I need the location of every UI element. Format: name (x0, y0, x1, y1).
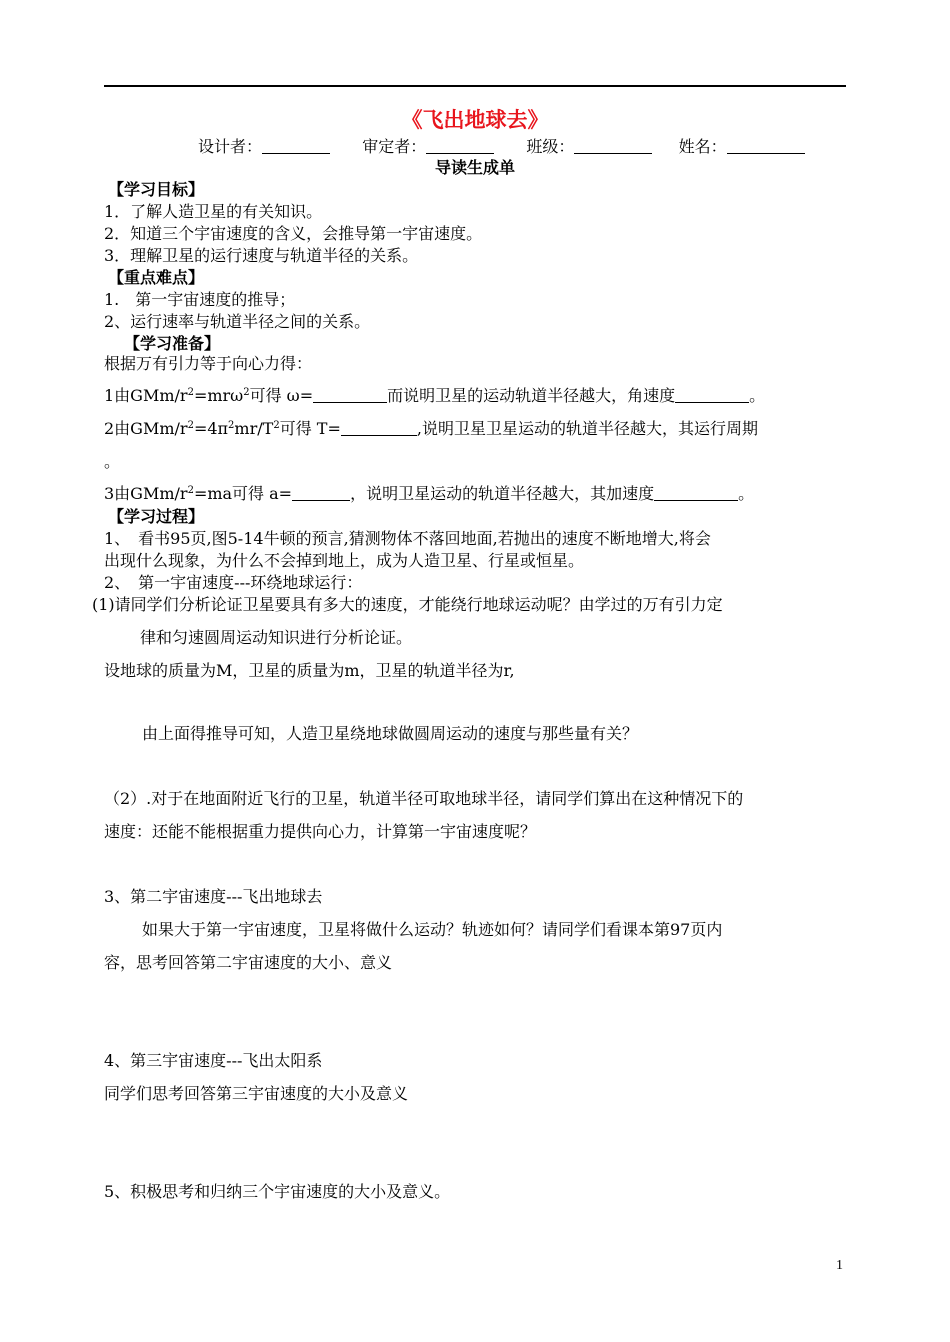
angular-speed-blank[interactable] (675, 386, 749, 403)
process-item-1: 1、 看书95页,图5-14牛顿的预言,猜测物体不落回地面,若抛出的速度不断地增大,将会 (104, 529, 711, 548)
process-item-3-cont: 容，思考回答第二宇宙速度的大小、意义 (104, 953, 393, 972)
subtitle: 导读生成单 (434, 158, 515, 177)
process-item-3-text: 如果大于第一宇宙速度，卫星将做什么运动？轨迹如何？请同学们看课本第97页内 (142, 920, 723, 939)
header-rule (104, 85, 846, 87)
process-item-2: 2、 第一宇宙速度---环绕地球运行： (104, 573, 363, 592)
prep-heading: 【学习准备】 (124, 334, 221, 353)
process-question: 由上面得推导可知，人造卫星绕地球做圆周运动的速度与那些量有关？ (142, 724, 639, 743)
page-title: 《飞出地球去》 (401, 108, 549, 132)
keypoint-item: 2、运行速率与轨道半径之间的关系。 (104, 312, 371, 331)
prep-question-1: 1由GMm/$r^2=mr\omega^2$可得 ω= 而说明卫星的运动轨道半径越大，角速度 。 (104, 386, 766, 405)
omega-blank[interactable] (313, 386, 387, 403)
process-item-2-1: (1)请同学们分析论证卫星要具有多大的速度，才能绕行地球运动呢？由学过的万有引力定 (92, 595, 723, 614)
prep-question-2: 2由GMm/$r^2=4\pi^2mr/T^2$可得 T= ,说明卫星卫星运动的轨道半径越大，其运行周期 (104, 419, 758, 438)
acceleration-trend-blank[interactable] (654, 484, 738, 501)
goals-heading: 【学习目标】 (108, 180, 205, 199)
designer-blank[interactable] (262, 137, 330, 154)
keypoint-item: 1. 第一宇宙速度的推导； (104, 290, 296, 309)
reviewer-blank[interactable] (426, 137, 494, 154)
goal-item: 3．理解卫星的运行速度与轨道半径的关系。 (104, 246, 419, 265)
process-item-4-text: 同学们思考回答第三宇宙速度的大小及意义 (104, 1084, 409, 1103)
process-item-2-2: （2）.对于在地面附近飞行的卫星，轨道半径可取地球半径，请同学们算出在这种情况下的 (104, 789, 744, 808)
process-item-2-2-cont: 速度：还能不能根据重力提供向心力，计算第一宇宙速度呢？ (104, 822, 537, 841)
name-label: 姓名： (678, 137, 727, 156)
process-heading: 【学习过程】 (108, 507, 205, 526)
process-item-3: 3、第二宇宙速度---飞出地球去 (104, 887, 323, 906)
period-formula-blank[interactable] (341, 419, 417, 436)
designer-label: 设计者： (198, 137, 263, 156)
acceleration-formula-blank[interactable] (292, 484, 350, 501)
process-item-4: 4、第三宇宙速度---飞出太阳系 (104, 1051, 323, 1070)
goal-item: 2．知道三个宇宙速度的含义，会推导第一宇宙速度。 (104, 224, 483, 243)
reviewer-label: 审定者： (362, 137, 427, 156)
process-item-1-cont: 出现什么现象，为什么不会掉到地上，成为人造卫星、行星或恒星。 (104, 551, 585, 570)
page-number: 1 (836, 1258, 843, 1273)
name-blank[interactable] (727, 137, 805, 154)
prep-intro: 根据万有引力等于向心力得： (104, 354, 313, 373)
prep-question-2-end: 。 (104, 452, 121, 471)
class-label: 班级： (526, 137, 575, 156)
header-fields (198, 136, 805, 158)
class-blank[interactable] (574, 137, 652, 154)
prep-question-3: 3由GMm/$r^2=ma$可得 a= ，说明卫星运动的轨道半径越大，其加速度 。 (104, 484, 755, 503)
process-item-2-1-cont: 律和匀速圆周运动知识进行分析论证。 (140, 628, 413, 647)
goal-item: 1．了解人造卫星的有关知识。 (104, 202, 323, 221)
process-item-5: 5、积极思考和归纳三个宇宙速度的大小及意义。 (104, 1182, 451, 1201)
keypoints-heading: 【重点难点】 (108, 268, 205, 287)
process-setup: 设地球的质量为M，卫星的质量为m，卫星的轨道半径为r, (104, 661, 515, 680)
